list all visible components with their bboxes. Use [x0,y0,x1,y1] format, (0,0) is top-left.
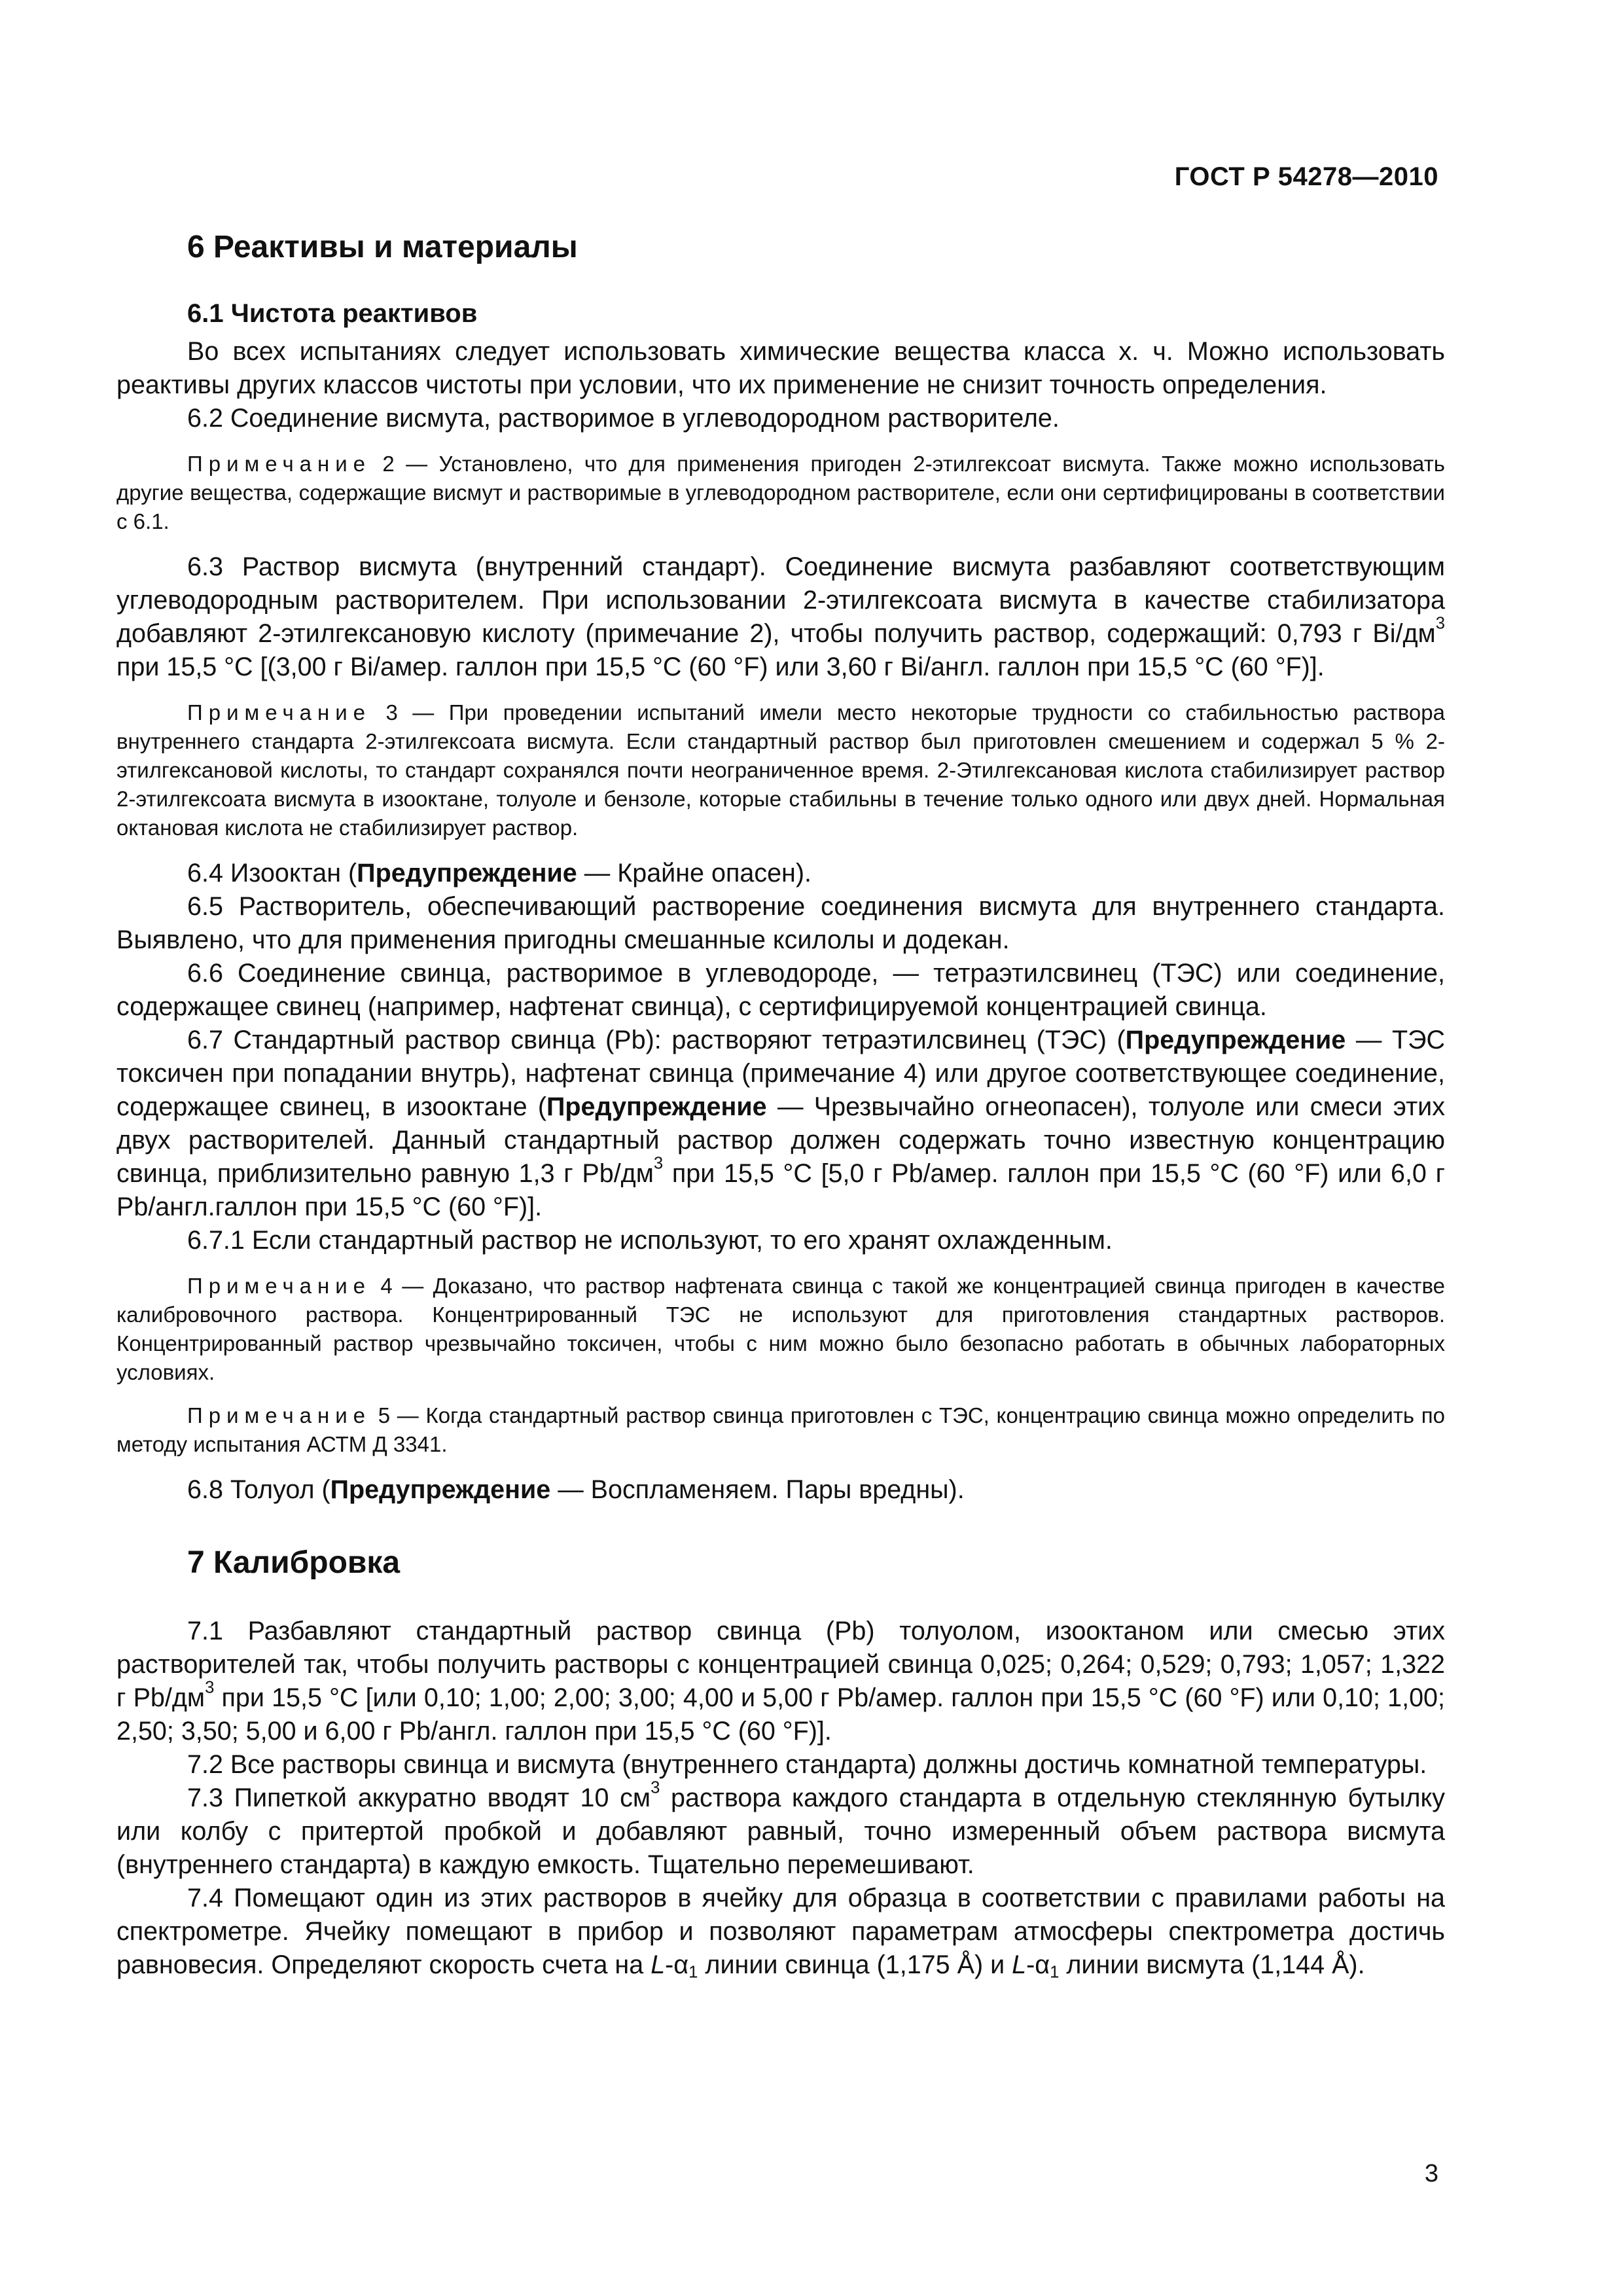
superscript: 3 [653,1154,664,1173]
note-3 [116,698,1445,842]
paragraph-6-1: Во всех испытаниях следует использовать химические вещества класса х. ч. Можно использовать реактивы других классов чистоты при условии, что их применение не снизит точность определения. [116,337,1445,399]
note-5 [116,1401,1445,1459]
section-spacer [116,1507,1445,1545]
text-run: при 15,5 °С [(3,00 г Bi/амер. галлон при 15,5 °С (60 °F) или 3,60 г Bi/англ. галлон при 15,5 °С (60 °F)]. [116,653,1325,681]
text-run: -α [665,1950,689,1979]
note-label: Примечание [187,452,372,476]
text-run: 7.1 Разбавляют стандартный раствор свинца (Pb) толуолом, изооктаном или смесью этих растворителей так, чтобы получить растворы с концентрацией свинца 0,025; 0,264; 0,529; 0,793; 1,057; 1,322 г Pb/дм [116,1617,1445,1712]
paragraph-6-5: 6.5 Растворитель, обеспечивающий растворение соединения висмута для внутреннего стандарта. Выявлено, что для применения пригодны смешанные ксилолы и додекан. [116,892,1445,954]
note-4 [116,1272,1445,1387]
paragraph-6-4 [116,857,1445,890]
subsection-6-1-title: 6.1 Чистота реактивов [187,299,478,328]
paragraph-6-7-1: 6.7.1 Если стандартный раствор не используют, то его хранят охлажденным. [187,1226,1113,1255]
note-label: Примечание [187,1274,372,1298]
text-run: -α [1026,1950,1050,1979]
page-content [116,229,1445,1982]
text-run: — Воспламеняем. Пары вредны). [550,1475,965,1504]
note-text: 5 — Когда стандартный раствор свинца приготовлен с ТЭС, концентрацию свинца можно определить по методу испытания АСТМ Д 3341. [116,1403,1445,1456]
note-2 [116,450,1445,536]
superscript: 3 [205,1678,215,1697]
paragraph-6-3 [116,550,1445,684]
paragraph-7-3 [116,1778,1445,1882]
warning-label: Предупреждение [546,1092,767,1121]
note-text: 3 — При проведении испытаний имели место некоторые трудности со стабильностью раствора внутреннего стандарта 2-этилгексоата висмута. Если стандартный раствор был приготовлен смешением и содержал 5 % 2-этилгексановой кислоты, то стандарт сохранялся почти неограниченное время. 2-Этилгексановая кислота стабилизирует раствор 2-этилгексоата висмута в изооктане, толуоле и бензоле, которые стабильны в течение только одного или двух дней. Нормальная октановая кислота не стабилизирует раствор. [116,700,1445,840]
text-run: 7.3 Пипеткой аккуратно вводят 10 см [187,1784,651,1812]
subscript: 1 [688,1963,698,1982]
italic-symbol: L [651,1950,666,1979]
note-label: Примечание [187,700,372,725]
superscript: 3 [651,1778,660,1797]
text-run: 6.8 Толуол ( [187,1475,330,1504]
page-number: 3 [1424,2160,1438,2187]
text-run: 6.7 Стандартный раствор свинца (Pb): растворяют тетраэтилсвинец (ТЭС) ( [187,1026,1126,1054]
warning-label: Предупреждение [1125,1026,1346,1054]
paragraph-6-8 [116,1473,1445,1507]
note-label: Примечание [187,1403,372,1427]
text-run: 6.4 Изооктан ( [187,859,357,888]
text-run: линии свинца (1,175 Å) и [698,1950,1012,1979]
note-text: 4 — Доказано, что раствор нафтената свинца с такой же концентрацией свинца пригоден в качестве калибровочного раствора. Концентрированный ТЭС не используют для приготовления стандартных растворов. Концентрированный раствор чрезвычайно токсичен, чтобы с ним можно было безопасно работать в обычных лабораторных условиях. [116,1274,1445,1384]
paragraph-7-4 [116,1882,1445,1982]
text-run: при 15,5 °С [5,0 г Pb/амер. галлон при 15,5 °С (60 °F) или 6,0 г Pb/англ.галлон при 15,5 °С (60 °F)]. [116,1159,1445,1221]
text-run: — Крайне опасен). [577,859,812,888]
paragraph-7-1 [116,1615,1445,1748]
subscript: 1 [1050,1963,1060,1982]
paragraph-6-7 [116,1024,1445,1224]
warning-label: Предупреждение [357,859,577,888]
italic-symbol: L [1012,1950,1027,1979]
section-7-title: 7 Калибровка [187,1545,401,1580]
document-code-header: ГОСТ Р 54278—2010 [1174,162,1438,191]
paragraph-6-6: 6.6 Соединение свинца, растворимое в углеводороде, — тетраэтилсвинец (ТЭС) или соединение, содержащее свинец (например, нафтенат свинца), с сертифицируемой концентрацией свинца. [116,959,1445,1021]
text-run: — ТЭС токсичен при попадании внутрь), нафтенат свинца (примечание 4) или другое соответствующее соединение, содержащее свинец, в изооктане ( [116,1026,1445,1121]
superscript: 3 [1435,614,1445,633]
text-run: 6.3 Раствор висмута (внутренний стандарт). Соединение висмута разбавляют соответствующим углеводородным растворителем. При использовании 2-этилгексоата висмута в качестве стабилизатора добавляют 2-этилгексановую кислоту (примечание 2), чтобы получить раствор, содержащий: 0,793 г Bi/дм [116,552,1445,648]
paragraph-7-2: 7.2 Все растворы свинца и висмута (внутреннего стандарта) должны достичь комнатной температуры. [187,1750,1427,1779]
warning-label: Предупреждение [330,1475,551,1504]
paragraph-6-2: 6.2 Соединение висмута, растворимое в углеводородном растворителе. [187,404,1060,433]
text-run: при 15,5 °С [или 0,10; 1,00; 2,00; 3,00; 4,00 и 5,00 г Pb/амер. галлон при 15,5 °С (60 °F) или 0,10; 1,00; 2,50; 3,50; 5,00 и 6,00 г Pb/англ. галлон при 15,5 °С (60 °F)]. [116,1683,1445,1746]
section-6-title: 6 Реактивы и материалы [187,230,578,264]
text-run: 7.4 Помещают один из этих растворов в ячейку для образца в соответствии с правилами работы на спектрометре. Ячейку помещают в прибор и позволяют параметрам атмосферы спектрометра достичь равновесия. Определяют скорость счета на [116,1884,1445,1979]
text-run: линии висмута (1,144 Å). [1059,1950,1365,1979]
note-text: 2 — Установлено, что для применения пригоден 2-этилгексоат висмута. Также можно использовать другие вещества, содержащие висмут и растворимые в углеводородном растворителе, если они сертифицированы в соответствии с 6.1. [116,452,1445,533]
text-run: — Чрезвычайно огнеопасен), толуоле или смеси этих двух растворителей. Данный стандартный раствор должен содержать точно известную концентрацию свинца, приблизительно равную 1,3 г Pb/дм [116,1092,1445,1188]
text-run: раствора каждого стандарта в отдельную стеклянную бутылку или колбу с притертой пробкой и добавляют равный, точно измеренный объем раствора висмута (внутреннего стандарта) в каждую емкость. Тщательно перемешивают. [116,1784,1445,1879]
